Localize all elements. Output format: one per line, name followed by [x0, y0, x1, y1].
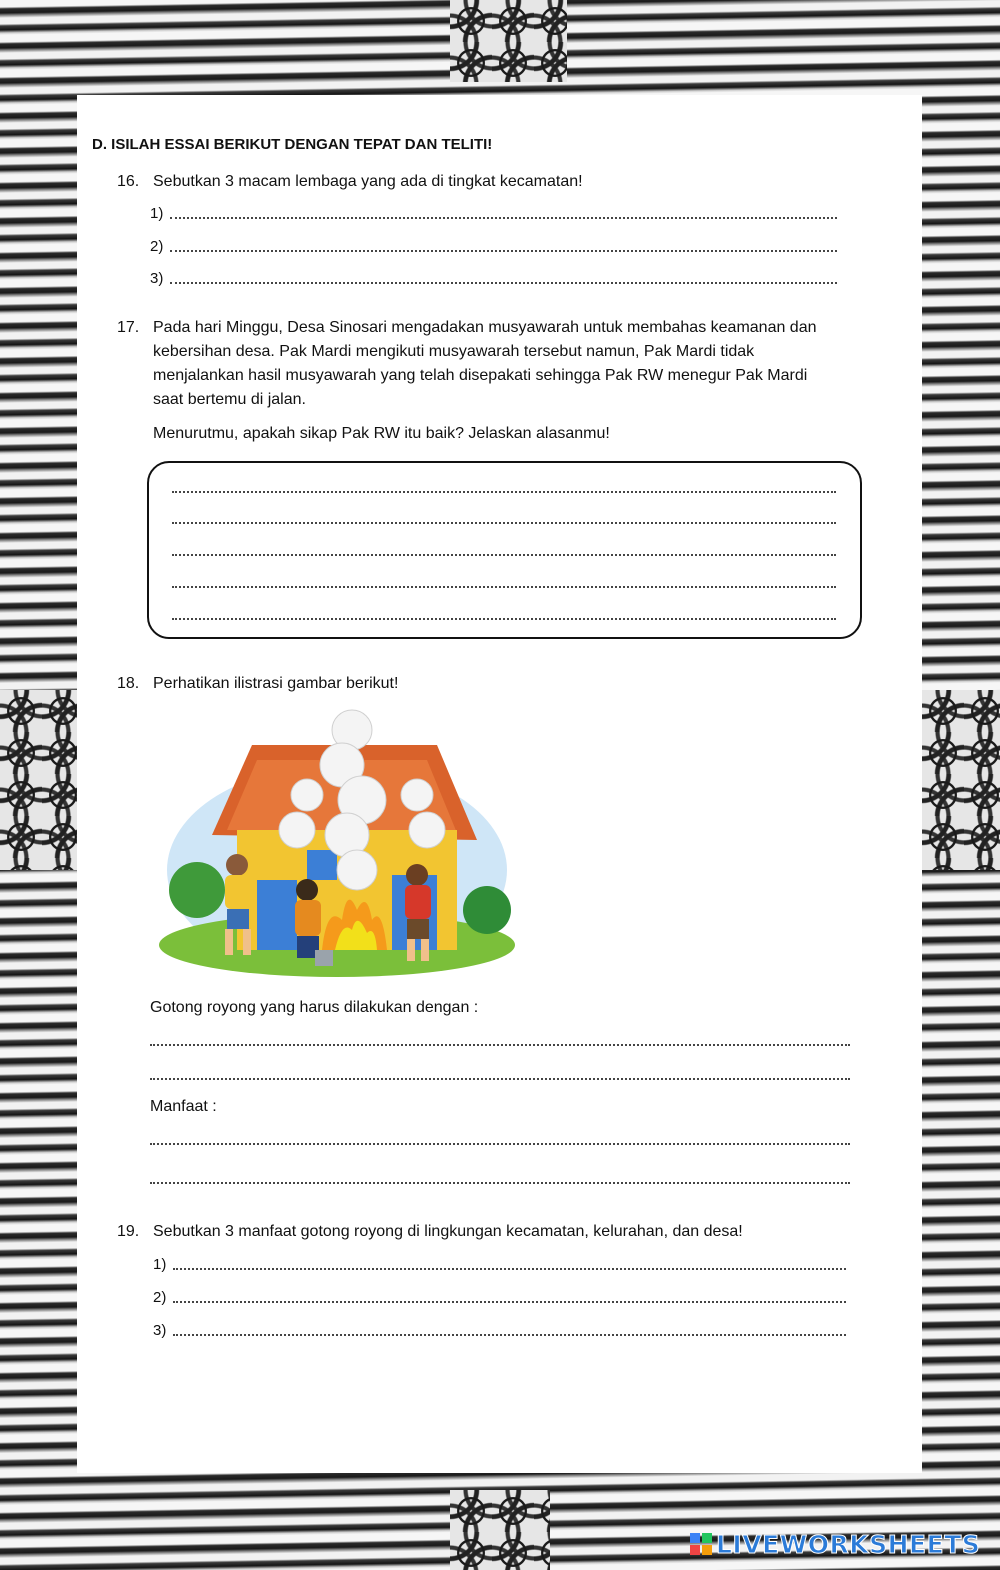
q17-answer-box: [147, 461, 862, 639]
q16-answer-line-1[interactable]: [170, 217, 837, 219]
ornament-left: [0, 690, 77, 870]
tree-right: [463, 886, 511, 934]
q18-text: Perhatikan ilistrasi gambar berikut!: [153, 675, 399, 692]
q18-gotong-line-2[interactable]: [150, 1078, 850, 1080]
q18-label-manfaat: Manfaat :: [150, 1098, 217, 1115]
q19-item-3-label: 3): [153, 1322, 167, 1339]
q17-answer-line-5[interactable]: [172, 618, 836, 620]
q17-question: Menurutmu, apakah sikap Pak RW itu baik? Jelaskan alasanmu!: [153, 425, 610, 442]
q18-number: 18.: [117, 675, 140, 692]
q19-number: 19.: [117, 1223, 140, 1240]
liveworksheets-logo-icon: [690, 1533, 712, 1555]
q18-gotong-line-1[interactable]: [150, 1044, 850, 1046]
q19-item-2-label: 2): [153, 1289, 167, 1306]
q16-answer-line-2[interactable]: [170, 250, 837, 252]
q17-paragraph-line-1: Pada hari Minggu, Desa Sinosari mengadakan musyawarah untuk membahas keamanan dan: [153, 319, 817, 336]
house-fire-illustration: [157, 705, 517, 985]
ornament-top: [450, 0, 567, 82]
q18-manfaat-line-2[interactable]: [150, 1182, 850, 1184]
q19-answer-line-3[interactable]: [173, 1334, 846, 1336]
ornament-bottom: [450, 1490, 550, 1570]
liveworksheets-logo-text: LIVEWORKSHEETS: [716, 1529, 981, 1559]
q17-paragraph-line-4: saat bertemu di jalan.: [153, 391, 306, 408]
q16-answer-line-3[interactable]: [170, 282, 837, 284]
q16-text: Sebutkan 3 macam lembaga yang ada di tingkat kecamatan!: [153, 173, 583, 190]
door-left: [257, 880, 297, 950]
q18-manfaat-line-1[interactable]: [150, 1143, 850, 1145]
q16-item-2-label: 2): [150, 238, 164, 255]
q19-text: Sebutkan 3 manfaat gotong royong di lingkungan kecamatan, kelurahan, dan desa!: [153, 1223, 743, 1240]
q19-item-1-label: 1): [153, 1256, 167, 1273]
tree-left: [169, 862, 225, 918]
q17-number: 17.: [117, 319, 140, 336]
q17-answer-line-2[interactable]: [172, 522, 836, 524]
q18-label-gotong: Gotong royong yang harus dilakukan dengan :: [150, 999, 479, 1016]
liveworksheets-logo[interactable]: [690, 1527, 980, 1561]
q17-answer-line-3[interactable]: [172, 554, 836, 556]
ornament-right: [922, 690, 1000, 870]
q17-paragraph-line-2: kebersihan desa. Pak Mardi mengikuti musyawarah tersebut namun, Pak Mardi tidak: [153, 343, 755, 360]
q16-item-1-label: 1): [150, 205, 164, 222]
q17-answer-line-4[interactable]: [172, 586, 836, 588]
q16-number: 16.: [117, 173, 140, 190]
section-title: D. ISILAH ESSAI BERIKUT DENGAN TEPAT DAN TELITI!: [92, 136, 493, 153]
q19-answer-line-2[interactable]: [173, 1301, 846, 1303]
q19-answer-line-1[interactable]: [173, 1268, 846, 1270]
q17-answer-line-1[interactable]: [172, 491, 836, 493]
q16-item-3-label: 3): [150, 270, 164, 287]
q17-paragraph-line-3: menjalankan hasil musyawarah yang telah disepakati sehingga Pak RW menegur Pak Mardi: [153, 367, 808, 384]
